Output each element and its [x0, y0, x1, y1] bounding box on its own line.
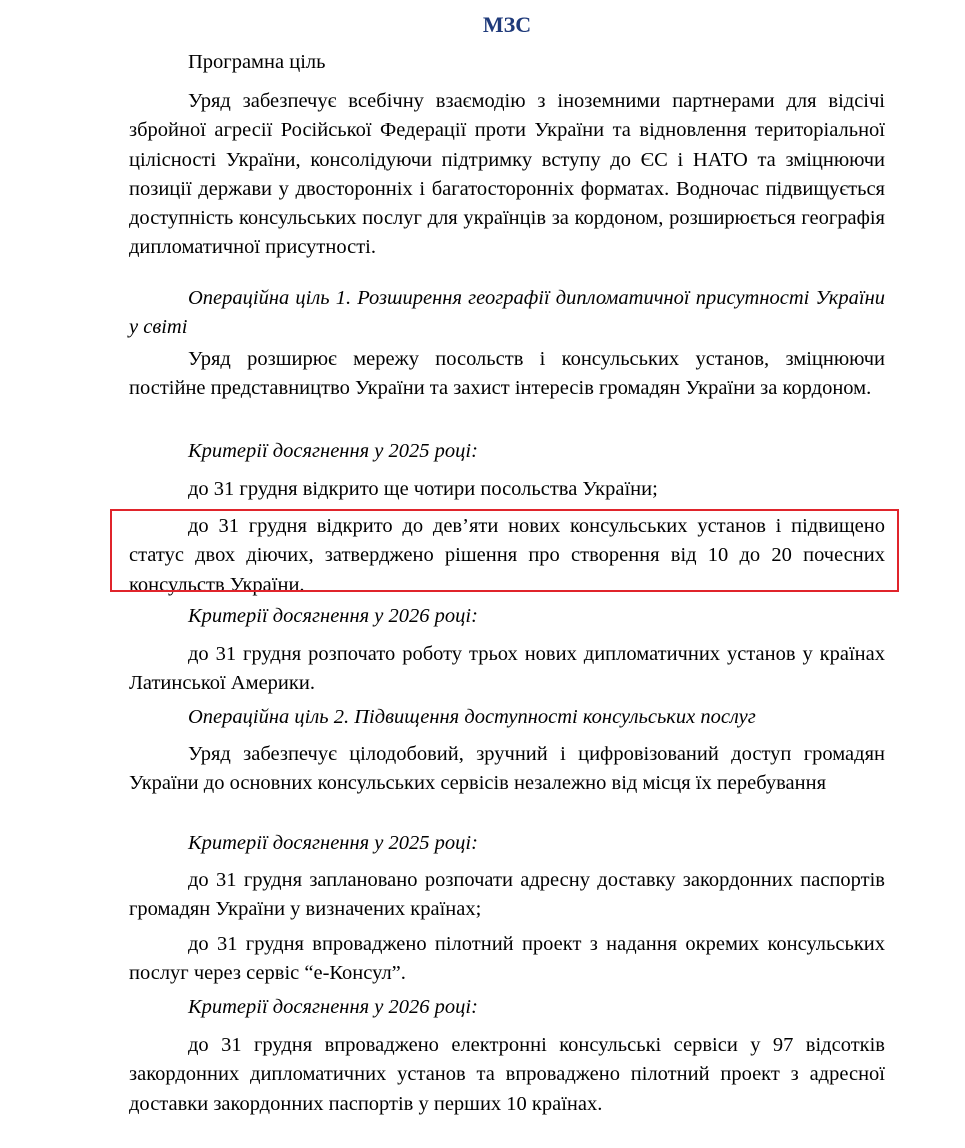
goal2-title: Операційна ціль 2. Підвищення доступності консульських послуг [188, 706, 756, 728]
program-goal-label: Програмна ціль [188, 51, 326, 73]
goal1-criteria-2025-item-1: до 31 грудня відкрито ще чотири посольства України; [188, 478, 658, 500]
goal2-criteria-2025-item-2: до 31 грудня впроваджено пілотний проект з надання окремих консульських послуг через сервіс “е-Консул”. [129, 933, 885, 985]
goal1-criteria-2025-label: Критерії досягнення у 2025 році: [188, 440, 478, 462]
goal2-criteria-2025-item-1: до 31 грудня заплановано розпочати адресну доставку закордонних паспортів громадян України у визначених країнах; [129, 869, 885, 921]
goal2-text: Уряд забезпечує цілодобовий, зручний і цифровізований доступ громадян України до основних консульських сервісів незалежно від місця їх перебування [129, 743, 885, 795]
goal2-criteria-2025-label: Критерії досягнення у 2025 році: [188, 832, 478, 854]
goal2-criteria-2026-item-1: до 31 грудня впроваджено електронні консульські сервіси у 97 відсотків закордонних дипломатичних установ та впроваджено пілотний проект з адресної доставки закордонних паспортів у перших 10 країнах. [129, 1034, 885, 1115]
goal1-text: Уряд розширює мережу посольств і консульських установ, зміцнюючи постійне представництво України та захист інтересів громадян України за кордоном. [129, 348, 885, 400]
goal1-title: Операційна ціль 1. Розширення географії дипломатичної присутності України у світі [129, 287, 885, 339]
goal2-criteria-2026-label: Критерії досягнення у 2026 році: [188, 996, 478, 1018]
goal1-criteria-2025-item-2: до 31 грудня відкрито до дев’яти нових консульських установ і підвищено статус двох діючих, затверджено рішення про створення від 10 до 20 почесних консульств України. [129, 515, 885, 596]
goal1-criteria-2026-label: Критерії досягнення у 2026 році: [188, 605, 478, 627]
program-goal-text: Уряд забезпечує всебічну взаємодію з іноземними партнерами для відсічі збройної агресії Російської Федерації проти України та відновлення територіальної цілісності України, консолідуючи підтримку вступу до ЄС і НАТО та зміцнюючи позиції держави у двосторонніх і багатосторонніх форматах. Водночас підвищується доступність консульських послуг для українців за кордоном, розширюється географія дипломатичної присутності. [129, 90, 885, 259]
document-heading: МЗС [482, 12, 532, 37]
goal1-criteria-2026-item-1: до 31 грудня розпочато роботу трьох нових дипломатичних установ у країнах Латинської Америки. [129, 643, 885, 695]
